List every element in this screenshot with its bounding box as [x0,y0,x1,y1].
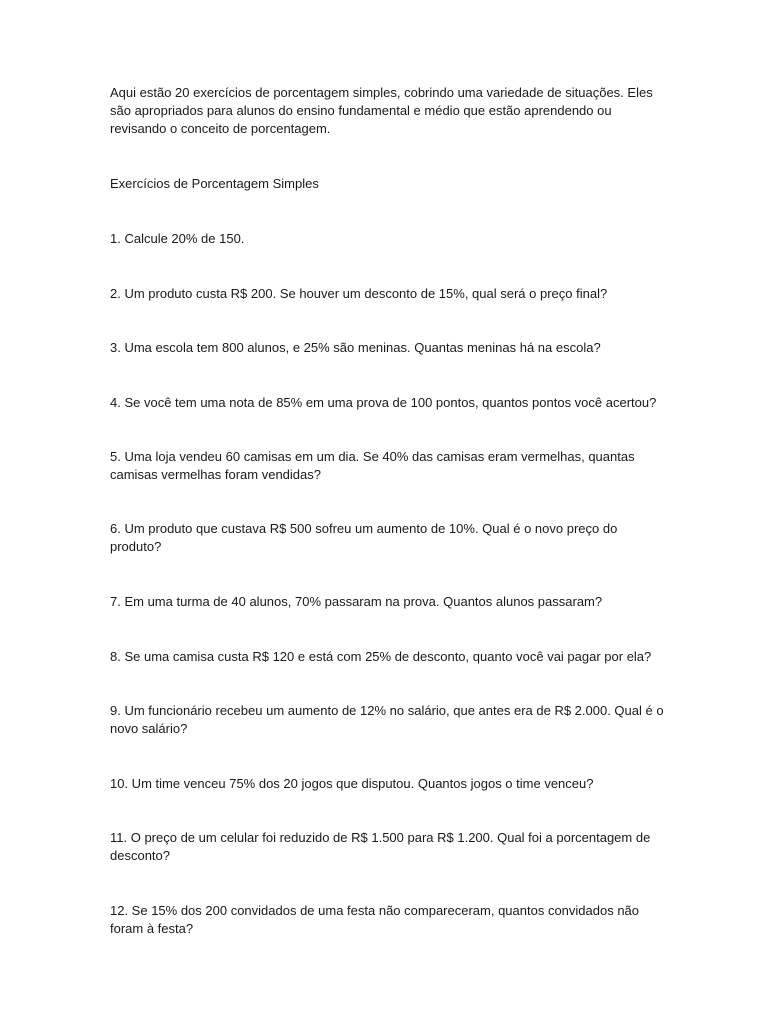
exercise-item: 10. Um time venceu 75% dos 20 jogos que disputou. Quantos jogos o time venceu? [110,776,594,791]
exercise-item: 8. Se uma camisa custa R$ 120 e está com 25% de desconto, quanto você vai pagar por ela? [110,649,652,664]
exercise-item: 2. Um produto custa R$ 200. Se houver um desconto de 15%, qual será o preço final? [110,286,608,301]
exercise-item: 7. Em uma turma de 40 alunos, 70% passaram na prova. Quantos alunos passaram? [110,594,603,609]
exercise-item: 4. Se você tem uma nota de 85% em uma prova de 100 pontos, quantos pontos você acertou? [110,395,657,410]
exercise-item: 11. O preço de um celular foi reduzido de R$ 1.500 para R$ 1.200. Qual foi a porcentagem de desconto? [110,830,651,863]
exercise-item: 9. Um funcionário recebeu um aumento de 12% no salário, que antes era de R$ 2.000. Qual é o novo salário? [110,703,664,736]
section-title: Exercícios de Porcentagem Simples [110,176,319,191]
exercise-item: 3. Uma escola tem 800 alunos, e 25% são meninas. Quantas meninas há na escola? [110,340,601,355]
exercise-item: 6. Um produto que custava R$ 500 sofreu um aumento de 10%. Qual é o novo preço do produto? [110,521,618,554]
exercise-item: 1. Calcule 20% de 150. [110,231,245,246]
exercise-item: 12. Se 15% dos 200 convidados de uma festa não compareceram, quantos convidados não foram à festa? [110,903,640,936]
intro-paragraph: Aqui estão 20 exercícios de porcentagem simples, cobrindo uma variedade de situações. Eles são apropriados para alunos do ensino fundamental e médio que estão aprendendo ou revisando o conceito de porcentagem. [110,85,653,136]
exercise-item: 5. Uma loja vendeu 60 camisas em um dia. Se 40% das camisas eram vermelhas, quantas camisas vermelhas foram vendidas? [110,449,635,482]
